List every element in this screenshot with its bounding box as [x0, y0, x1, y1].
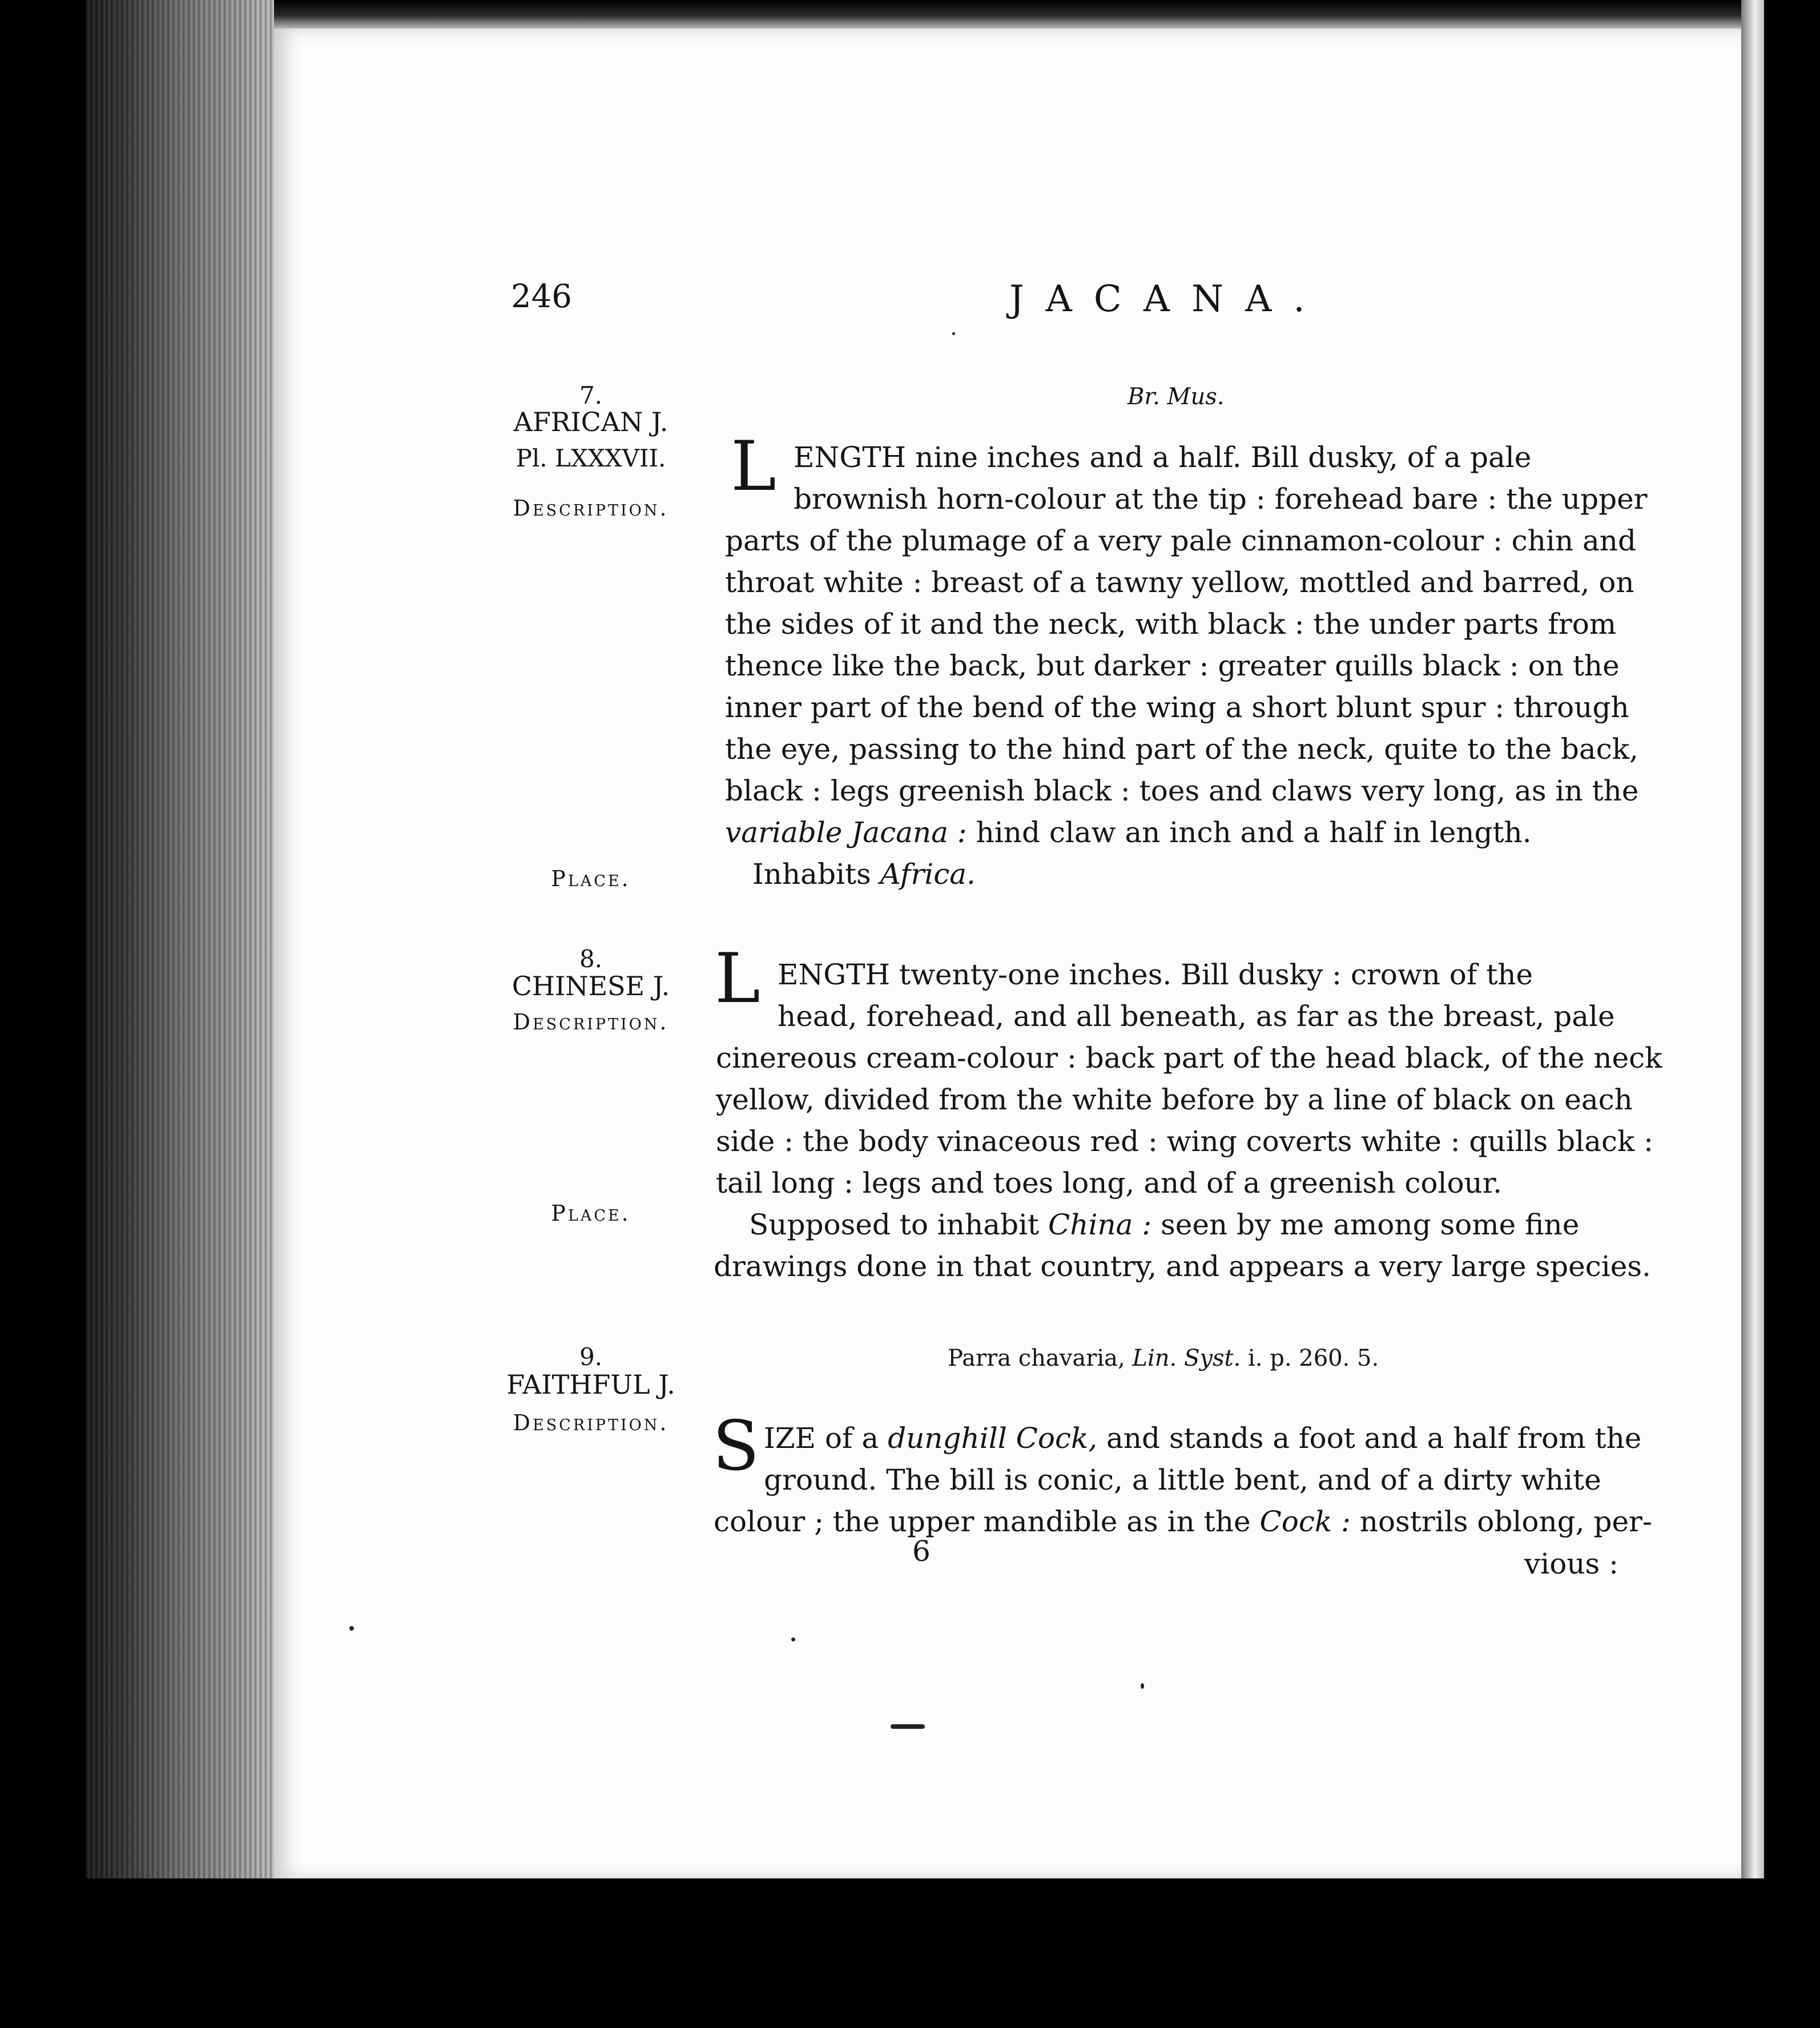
text-line: IZE of a dunghill Cock, and stands a foot and a half from the [764, 1422, 1642, 1455]
text-line: inner part of the bend of the wing a short blunt spur : through [725, 691, 1629, 724]
drop-capital: L [715, 939, 760, 1019]
entry-number: 7. [579, 381, 603, 409]
text-line: yellow, divided from the white before by a line of black on each [716, 1083, 1633, 1116]
text-line: the eye, passing to the hind part of the neck, quite to the back, [725, 733, 1638, 766]
running-head: JACANA. [1009, 278, 1327, 320]
place-text: Inhabits Africa. [752, 858, 976, 891]
text-line: parts of the plumage of a very pale cinnamon-colour : chin and [725, 524, 1636, 557]
synonym-reference: Parra chavaria, Lin. Syst. i. p. 260. 5. [948, 1345, 1379, 1371]
drop-capital: L [731, 427, 776, 506]
page-top-edge [274, 0, 1741, 31]
description-label: Description. [513, 1009, 669, 1035]
drop-capital: S [712, 1407, 760, 1486]
text-line: throat white : breast of a tawny yellow, mottled and barred, on [725, 566, 1634, 599]
description-label: Description. [513, 1410, 669, 1435]
text-line: side : the body vinaceous red : wing coverts white : quills black : [716, 1125, 1654, 1158]
facing-page-dark [1764, 0, 1820, 2028]
page-number: 246 [511, 278, 572, 315]
entry-name: FAITHFUL J. [506, 1369, 675, 1400]
text-line: drawings done in that country, and appears a very large species. [714, 1250, 1651, 1283]
text-line: variable Jacana : hind claw an inch and a half in length. [725, 816, 1532, 849]
text-line: ENGTH twenty-one inches. Bill dusky : crown of the [778, 958, 1533, 991]
page-right-edge [1741, 0, 1764, 2028]
place-text: Supposed to inhabit China : seen by me among some fine [749, 1208, 1580, 1241]
plate-reference: Pl. LXXXVII. [516, 444, 666, 472]
text-line: colour ; the upper mandible as in the Cock : nostrils oblong, per- [714, 1505, 1652, 1538]
species-name: variable Jacana : [725, 816, 967, 849]
entry-number: 8. [579, 945, 603, 973]
text-line: ground. The bill is conic, a little bent, and of a dirty white [764, 1463, 1601, 1496]
description-label: Description. [513, 496, 669, 521]
text-line: thence like the back, but darker : greater quills black : on the [725, 649, 1620, 682]
place-label: Place. [551, 866, 631, 891]
place-label: Place. [551, 1201, 631, 1226]
entry-name: AFRICAN J. [513, 407, 669, 437]
scan-bottom-border [86, 1878, 1764, 2028]
text-line: cinereous cream-colour : back part of the head black, of the neck [716, 1041, 1662, 1075]
place-name: Africa. [880, 858, 976, 891]
text-line: the sides of it and the neck, with black : the under parts from [725, 607, 1617, 641]
source-reference: Br. Mus. [1128, 384, 1225, 410]
place-name: China : [1048, 1208, 1152, 1241]
signature-mark: 6 [912, 1535, 931, 1568]
entry-number: 9. [579, 1343, 603, 1371]
book-spine-shadow [86, 0, 283, 2028]
catchword: vious : [1524, 1547, 1618, 1580]
entry-name: CHINESE J. [512, 971, 670, 1001]
text-line: brownish horn-colour at the tip : forehead bare : the upper [794, 482, 1648, 516]
text-line: black : legs greenish black : toes and claws very long, as in the [725, 774, 1639, 807]
text-line: head, forehead, and all beneath, as far as the breast, pale [778, 1000, 1615, 1033]
text-line: tail long : legs and toes long, and of a greenish colour. [716, 1166, 1503, 1200]
text-line: ENGTH nine inches and a half. Bill dusky, of a pale [794, 441, 1532, 474]
